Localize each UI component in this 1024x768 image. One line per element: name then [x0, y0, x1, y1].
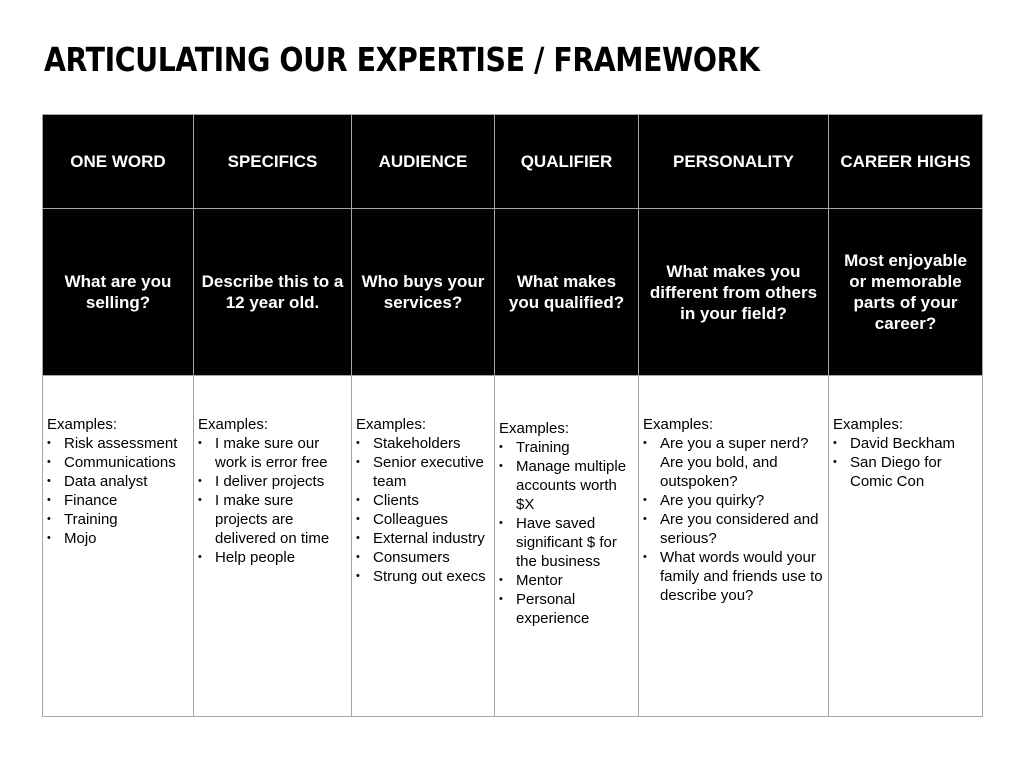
framework-table: [42, 114, 983, 717]
header-cell-personality: PERSONALITY: [639, 115, 829, 209]
list-item: • Help people: [198, 548, 349, 567]
examples-row: [43, 376, 983, 717]
header-cell-audience: AUDIENCE: [352, 115, 495, 209]
list-item: • Clients: [356, 491, 492, 510]
examples-list: [499, 438, 636, 628]
examples-list: [198, 434, 349, 567]
list-item: • What words would your family and friends use to describe you?: [643, 548, 826, 605]
list-item: • Colleagues: [356, 510, 492, 529]
examples-cell-personality: [639, 376, 829, 717]
list-item: • Stakeholders: [356, 434, 492, 453]
question-cell-audience: [352, 209, 495, 376]
question-cell-specifics: [194, 209, 352, 376]
question-cell-one-word: [43, 209, 194, 376]
list-item: • Have saved significant $ for the business: [499, 514, 636, 571]
header-row: [43, 115, 983, 209]
list-item: • I make sure our work is error free: [198, 434, 349, 472]
list-item: • Are you quirky?: [643, 491, 826, 510]
header-cell-qualifier: QUALIFIER: [495, 115, 639, 209]
examples-cell-specifics: [194, 376, 352, 717]
header-cell-one-word: ONE WORD: [43, 115, 194, 209]
question-text: What are you selling?: [64, 272, 172, 312]
question-cell-personality: [639, 209, 829, 376]
examples-cell-qualifier: [495, 376, 639, 717]
list-item: • Communications: [47, 453, 191, 472]
examples-label: Examples:: [356, 416, 427, 433]
list-item: • Training: [499, 438, 636, 457]
question-text: Most enjoyable or memorable parts of your career?: [844, 251, 967, 333]
list-item: • Finance: [47, 491, 191, 510]
list-item: • Are you a super nerd? Are you bold, and outspoken?: [643, 434, 826, 491]
question-row: [43, 209, 983, 376]
examples-label: Examples:: [499, 420, 570, 437]
examples-cell-career-highs: [829, 376, 983, 717]
question-text: Describe this to a 12 year old.: [201, 272, 344, 312]
list-item: • Data analyst: [47, 472, 191, 491]
question-text: What makes you different from others in your field?: [649, 261, 818, 323]
list-item: • Risk assessment: [47, 434, 191, 453]
examples-list: [643, 434, 826, 605]
list-item: • I make sure projects are delivered on time: [198, 491, 349, 548]
list-item: • Senior executive team: [356, 453, 492, 491]
examples-list: [833, 434, 980, 491]
list-item: • Consumers: [356, 548, 492, 567]
examples-label: Examples:: [198, 416, 269, 433]
header-cell-career-highs: CAREER HIGHS: [829, 115, 983, 209]
list-item: • Training: [47, 510, 191, 529]
list-item: • Mentor: [499, 571, 636, 590]
header-cell-specifics: SPECIFICS: [194, 115, 352, 209]
question-text: What makes you qualified?: [508, 272, 625, 312]
list-item: • Are you considered and serious?: [643, 510, 826, 548]
question-cell-career-highs: [829, 209, 983, 376]
list-item: • I deliver projects: [198, 472, 349, 491]
list-item: • San Diego for Comic Con: [833, 453, 980, 491]
examples-list: [47, 434, 191, 548]
question-text: Who buys your services?: [361, 272, 485, 312]
list-item: • David Beckham: [833, 434, 980, 453]
question-cell-qualifier: [495, 209, 639, 376]
examples-cell-audience: [352, 376, 495, 717]
examples-label: Examples:: [47, 416, 118, 433]
list-item: • Mojo: [47, 529, 191, 548]
examples-label: Examples:: [833, 416, 904, 433]
examples-label: Examples:: [643, 416, 714, 433]
list-item: • External industry: [356, 529, 492, 548]
list-item: • Manage multiple accounts worth $X: [499, 457, 636, 514]
page-title: ARTICULATING OUR EXPERTISE / FRAMEWORK: [44, 40, 760, 79]
examples-list: [356, 434, 492, 586]
examples-cell-one-word: [43, 376, 194, 717]
list-item: • Personal experience: [499, 590, 636, 628]
list-item: • Strung out execs: [356, 567, 492, 586]
